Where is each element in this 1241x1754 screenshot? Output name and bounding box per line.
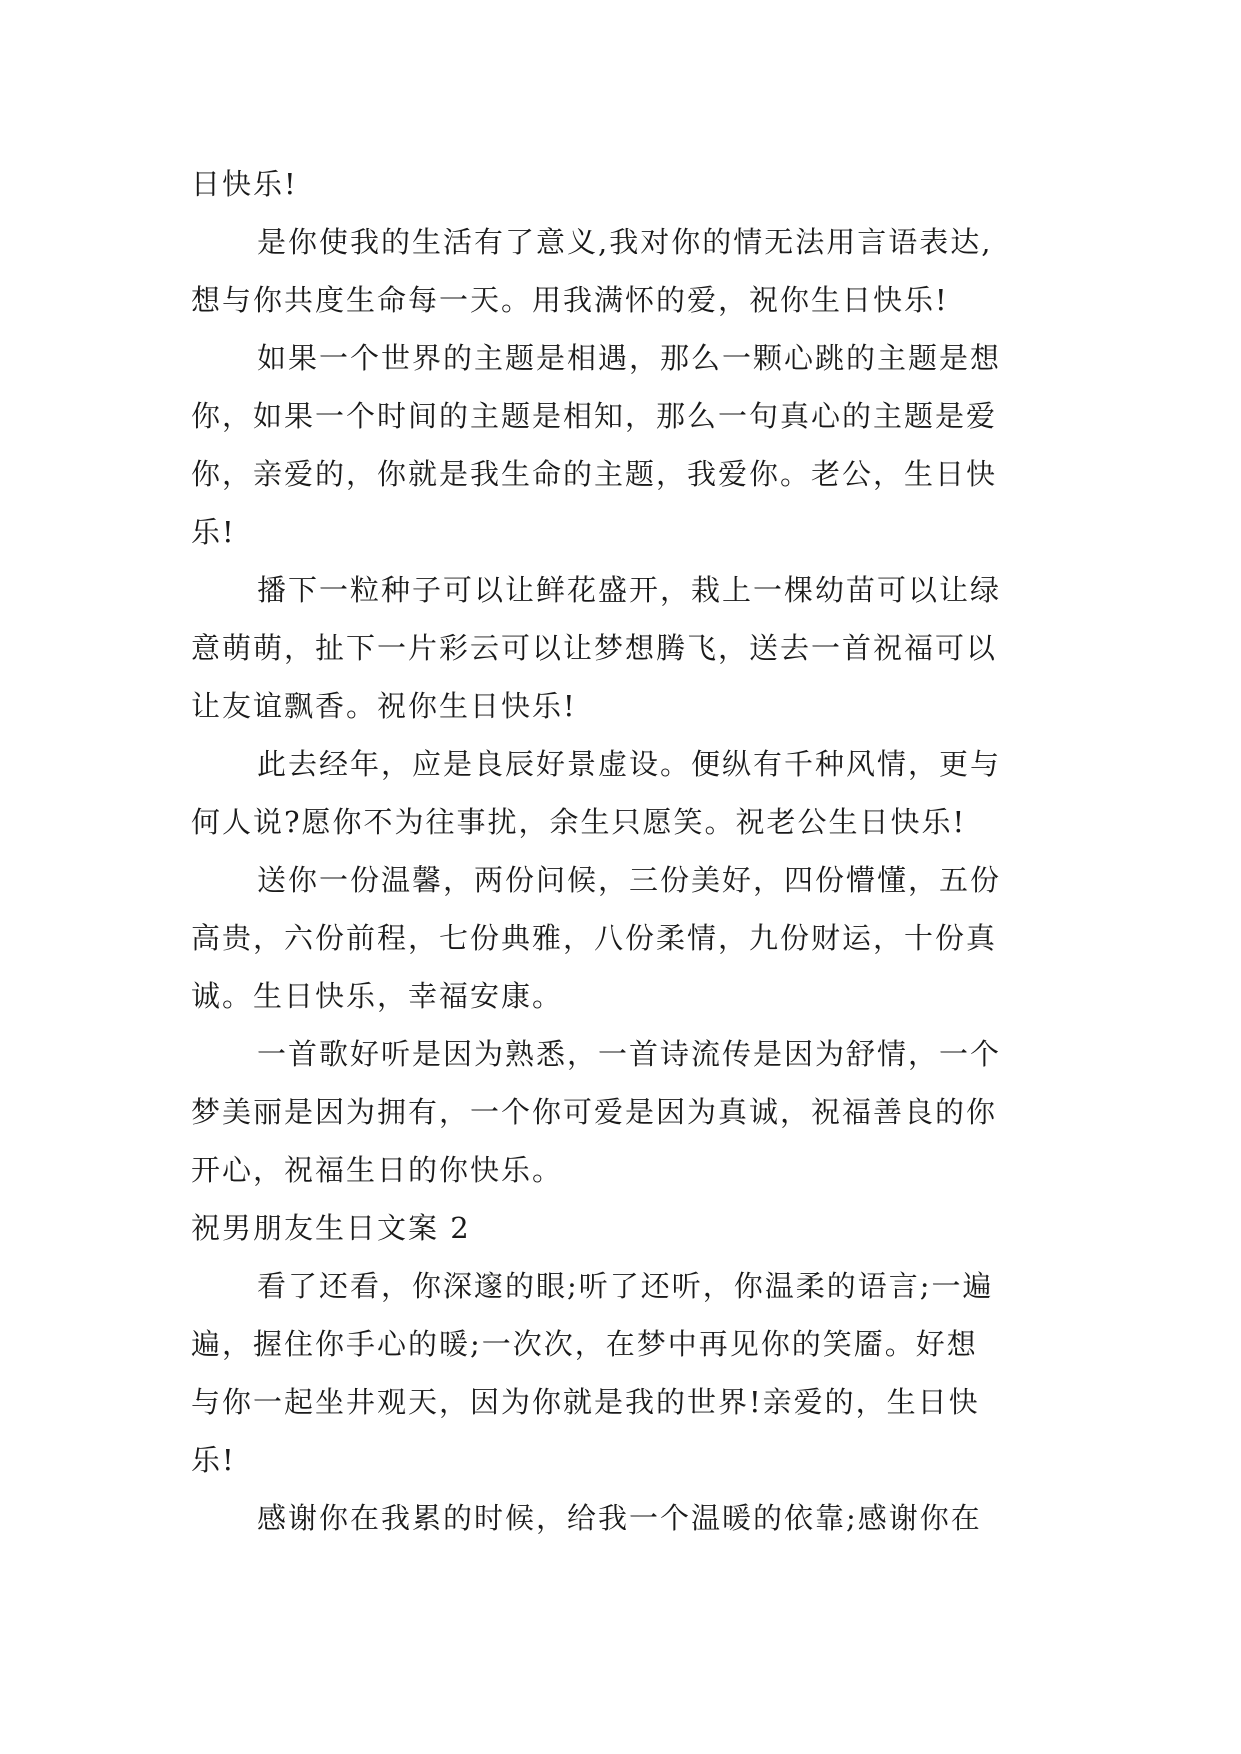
text-line: 诚。生日快乐，幸福安康。 [191, 979, 564, 1013]
text-line: 遍，握住你手心的暖;一次次，在梦中再见你的笑靥。好想 [191, 1327, 978, 1361]
text-line: 日快乐! [191, 167, 298, 201]
text-line: 开心，祝福生日的你快乐。 [191, 1153, 564, 1187]
paragraph-first-line: 此去经年，应是良辰好景虚设。便纵有千种风情，更与 [257, 747, 1002, 781]
text-line: 让友谊飘香。祝你生日快乐! [191, 689, 577, 723]
paragraph-first-line: 一首歌好听是因为熟悉，一首诗流传是因为舒情，一个 [257, 1037, 1002, 1071]
text-line: 高贵，六份前程，七份典雅，八份柔情，九份财运，十份真 [191, 921, 998, 955]
text-line: 乐! [191, 1443, 236, 1477]
text-line: 你，如果一个时间的主题是相知，那么一句真心的主题是爱 [191, 399, 998, 433]
section-heading: 祝男朋友生日文案 2 [191, 1211, 471, 1245]
paragraph-first-line: 如果一个世界的主题是相遇，那么一颗心跳的主题是想 [257, 341, 1002, 375]
text-line: 乐! [191, 515, 236, 549]
text-line: 与你一起坐井观天，因为你就是我的世界!亲爱的，生日快 [191, 1385, 980, 1419]
text-line: 梦美丽是因为拥有，一个你可爱是因为真诚，祝福善良的你 [191, 1095, 998, 1129]
paragraph-first-line: 播下一粒种子可以让鲜花盛开，栽上一棵幼苗可以让绿 [257, 573, 1002, 607]
paragraph-first-line: 是你使我的生活有了意义,我对你的情无法用言语表达, [257, 225, 993, 259]
paragraph-first-line: 看了还看，你深邃的眼;听了还听，你温柔的语言;一遍 [257, 1269, 994, 1303]
text-line: 想与你共度生命每一天。用我满怀的爱，祝你生日快乐! [191, 283, 949, 317]
text-line: 你，亲爱的，你就是我生命的主题，我爱你。老公，生日快 [191, 457, 998, 491]
paragraph-first-line: 送你一份温馨，两份问候，三份美好，四份懵懂，五份 [257, 863, 1002, 897]
text-line: 何人说?愿你不为往事扰，余生只愿笑。祝老公生日快乐! [191, 805, 967, 839]
paragraph-first-line: 感谢你在我累的时候，给我一个温暖的依靠;感谢你在 [257, 1501, 982, 1535]
text-line: 意萌萌，扯下一片彩云可以让梦想腾飞，送去一首祝福可以 [191, 631, 998, 665]
